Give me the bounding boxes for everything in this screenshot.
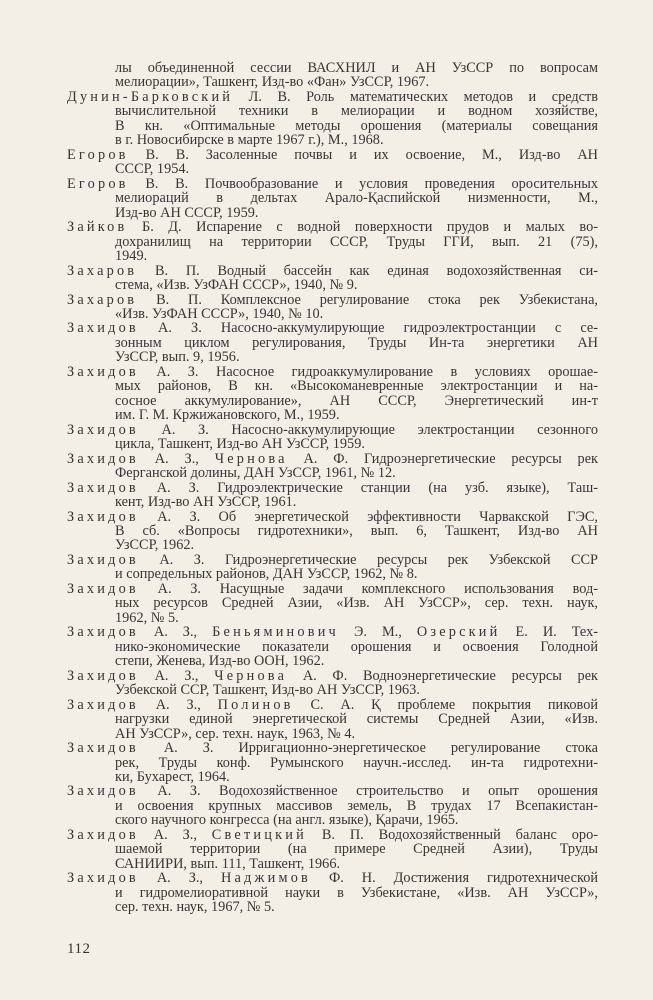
entry-text: А. З. Ирригационно-энергетическое регулирование стока	[138, 740, 598, 757]
bibliography-entry	[67, 452, 598, 481]
entry-continuation-line: им. Г. М. Кржижановского, М., 1959.	[115, 407, 340, 424]
entry-first-line	[67, 452, 598, 466]
bibliography-entry	[67, 264, 598, 293]
author-surname: Чернова	[214, 667, 288, 684]
entry-text: В. В. Почвообразование и условия проведения оросительных	[128, 175, 598, 192]
author-surname: Беньяминович	[212, 624, 339, 641]
entry-text: А. З. Насосно-аккумулирующие электростанции сезонного	[138, 421, 598, 438]
entry-continuation-line: и сопредельных районов, ДАН УзССР, 1962, № 8.	[115, 566, 418, 583]
entry-continuation-line: САНИИРИ, вып. 111, Ташкент, 1966.	[115, 855, 341, 872]
entry-continuation-line: лы объединенной сессии ВАСХНИЛ и АН УзССР по вопросам	[115, 60, 598, 76]
bibliography-entry	[67, 293, 598, 322]
author-surname: Захидов	[67, 624, 139, 641]
author-surname: Наджимов	[220, 870, 311, 887]
bibliography-entry	[67, 61, 598, 90]
author-surname: Захидов	[67, 508, 139, 525]
author-surname: Захидов	[67, 667, 139, 684]
entry-continuation-line: В сб. «Вопросы гидротехники», вып. 6, Ташкент, Изд-во АН	[115, 523, 598, 539]
entry-first-line	[67, 784, 598, 798]
entry-text: В. В. Засоленные почвы и их освоение, М., Изд-во АН	[128, 146, 598, 163]
entry-text: А. З. Насосное гидроаккумулирование в условиях орошае-	[138, 363, 598, 380]
entry-first-line	[67, 177, 598, 191]
bibliography-list	[67, 61, 598, 915]
entry-text: А. З. Гидроэнергетические ресурсы рек Узбекской ССР	[138, 551, 598, 568]
entry-text: А. З.,	[138, 826, 212, 843]
author-surname: Захидов	[67, 696, 139, 713]
bibliography-entry	[67, 625, 598, 668]
entry-continuation-line: «Изв. УзФАН СССР», 1940, № 10.	[115, 305, 324, 322]
entry-text: Л. В. Роль математических методов и средств	[233, 88, 598, 105]
entry-continuation-line: Изд-во АН СССР, 1959.	[115, 204, 259, 221]
author-surname: Захидов	[67, 363, 139, 380]
author-surname: Полинов	[217, 696, 294, 713]
entry-first-line	[67, 510, 598, 524]
entry-text: А. З.,	[138, 870, 221, 887]
entry-continuation-line: В кн. «Оптимальные методы орошения (материалы совещания	[115, 117, 598, 134]
author-surname: Захидов	[67, 826, 139, 843]
bibliography-entry	[67, 553, 598, 582]
entry-first-line	[67, 481, 598, 495]
entry-first-line	[67, 321, 598, 335]
author-surname: Озерский	[416, 624, 501, 641]
entry-text: А. З. Гидроэлектрические станции (на узб. языке), Таш-	[138, 479, 598, 496]
entry-text: Е. И. Тех-	[500, 624, 599, 641]
entry-continuation-line: стема, «Изв. УзФАН СССР», 1940, № 9.	[115, 277, 358, 294]
entry-first-line	[67, 582, 598, 596]
entry-continuation-line: кент, Изд-во АН УзССР, 1961.	[115, 494, 297, 511]
entry-text: С. А. Қ проблеме покрытия пиковой	[293, 696, 599, 713]
entry-first-line	[67, 553, 598, 567]
entry-continuation-line: цикла, Ташкент, Изд-во АН УзССР, 1959.	[115, 436, 365, 453]
entry-first-line	[67, 264, 598, 278]
entry-continuation-line: Узбекской ССР, Ташкент, Изд-во АН УзССР, 1963.	[115, 682, 420, 699]
entry-continuation-line: мелиораций в дельтах Арало-Қаспийской низменности, М.,	[115, 190, 598, 207]
author-surname: Светицкий	[211, 826, 307, 843]
bibliography-entry	[67, 741, 598, 784]
entry-first-line	[67, 828, 598, 842]
entry-continuation-line: 1949.	[115, 248, 148, 265]
entry-continuation-line: в г. Новосибирске в марте 1967 г.), М., 1968.	[115, 132, 384, 149]
entry-first-line	[67, 220, 598, 234]
entry-text: Ф. Н. Достижения гидротехнической	[311, 870, 598, 887]
entry-text: А. З.,	[138, 450, 215, 467]
entry-continuation-line: Ферганской долины, ДАН УзССР, 1961, № 12.	[115, 465, 396, 482]
entry-continuation-line: 1962, № 5.	[115, 609, 179, 626]
author-surname: Захидов	[67, 551, 139, 568]
bibliography-entry	[67, 510, 598, 553]
bibliography-entry	[67, 148, 598, 177]
entry-text: Б. Д. Испарение с водной поверхности прудов и малых во-	[127, 219, 598, 236]
author-surname: Захидов	[67, 580, 139, 597]
entry-first-line	[67, 698, 598, 712]
entry-continuation-line: ных ресурсов Средней Азии, «Изв. АН УзССР», сер. техн. наук,	[115, 595, 598, 612]
entry-continuation-line: дохранилищ на территории СССР, Труды ГГИ, вып. 21 (75),	[115, 233, 598, 250]
entry-continuation-line: УзССР, вып. 9, 1956.	[115, 349, 240, 366]
entry-first-line	[67, 871, 598, 885]
entry-continuation-line: сер. техн. наук, 1967, № 5.	[115, 899, 275, 916]
entry-text: А. З. Водохозяйственное строительство и опыт орошения	[138, 783, 598, 800]
entry-text: А. З. Об энергетической эффективности Чарвакской ГЭС,	[138, 508, 598, 525]
entry-first-line	[67, 365, 598, 379]
entry-continuation-line: ского научного конгресса (на англ. языке), Қарачи, 1965.	[115, 812, 459, 829]
bibliography-entry	[67, 321, 598, 364]
author-surname: Захидов	[67, 320, 139, 337]
entry-text: А. З.,	[138, 667, 215, 684]
entry-continuation-line: мелиорации», Ташкент, Изд-во «Фан» УзССР, 1967.	[115, 74, 430, 91]
entry-continuation-line: вычислительной техники в мелиорации и водном хозяйстве,	[115, 103, 598, 120]
bibliography-entry	[67, 90, 598, 148]
entry-continuation-line: АН УзССР», сер. техн. наук, 1963, № 4.	[115, 725, 356, 742]
entry-continuation-line: рек, Труды конф. Румынского научн.-исслед. ин-та гидротехни-	[115, 754, 598, 771]
bibliography-entry	[67, 784, 598, 827]
author-surname: Захидов	[67, 421, 139, 438]
entry-text: А. З.,	[138, 624, 213, 641]
entry-text: А. З. Насущные задачи комплексного использования вод-	[138, 580, 598, 597]
author-surname: Захаров	[67, 291, 138, 308]
bibliography-entry	[67, 698, 598, 741]
author-surname: Захидов	[67, 870, 139, 887]
author-surname: Егоров	[67, 146, 129, 163]
bibliography-entry	[67, 669, 598, 698]
entry-first-line	[67, 625, 598, 639]
bibliography-entry	[67, 423, 598, 452]
entry-continuation-line: шаемой территории (на примере Средней Азии), Труды	[115, 841, 598, 858]
entry-text: В. П. Водный бассейн как единая водохозяйственная си-	[137, 262, 598, 279]
author-surname: Захидов	[67, 740, 139, 757]
bibliography-entry	[67, 220, 598, 263]
entry-continuation-line: УзССР, 1962.	[115, 537, 195, 554]
entry-text: А. Ф. Гидроэнергетические ресурсы рек	[287, 450, 598, 467]
author-surname: Захидов	[67, 783, 139, 800]
author-surname: Дунин-Барковский	[67, 88, 234, 105]
entry-first-line	[67, 90, 598, 104]
author-surname: Захидов	[67, 479, 139, 496]
entry-text: Э. М.,	[338, 624, 417, 641]
bibliography-entry	[67, 365, 598, 423]
entry-continuation-line: и гидромелиоративной науки в Узбекистане, «Изв. АН УзССР»,	[115, 884, 598, 901]
bibliography-entry	[67, 871, 598, 914]
page-number: 112	[67, 941, 91, 957]
entry-first-line	[67, 669, 598, 683]
entry-first-line	[67, 148, 598, 162]
entry-first-line	[67, 293, 598, 307]
entry-text: А. Ф. Водноэнергетические ресурсы рек	[287, 667, 598, 684]
entry-continuation-line: нагрузки единой энергетической системы Средней Азии, «Изв.	[115, 711, 598, 728]
entry-text: В. П. Водохозяйственный баланс оро-	[306, 826, 598, 843]
entry-continuation-line: ки, Бухарест, 1964.	[115, 768, 230, 785]
bibliography-entry	[67, 582, 598, 625]
entry-text: А. З. Насосно-аккумулирующие гидроэлектростанции с се-	[138, 320, 598, 337]
author-surname: Зайков	[67, 219, 128, 236]
author-surname: Захаров	[67, 262, 138, 279]
bibliography-entry	[67, 828, 598, 871]
entry-text: В. П. Комплексное регулирование стока рек Узбекистана,	[137, 291, 598, 308]
entry-text: А. З.,	[138, 696, 218, 713]
entry-continuation-line: степи, Женева, Изд-во ООН, 1962.	[115, 653, 325, 670]
entry-continuation-line: мых районов, В кн. «Высокоманевренные электростанции и на-	[115, 378, 598, 395]
author-surname: Захидов	[67, 450, 139, 467]
entry-continuation-line: зонным циклом регулирования, Труды Ин-та энергетики АН	[115, 334, 598, 351]
bibliography-entry	[67, 177, 598, 220]
entry-first-line	[67, 741, 598, 755]
entry-continuation-line: СССР, 1954.	[115, 161, 190, 178]
entry-continuation-line: сосное аккумулирование», АН СССР, Энергетический ин-т	[115, 392, 598, 409]
author-surname: Чернова	[214, 450, 288, 467]
entry-continuation-line: и освоения крупных массивов земель, В трудах 17 Всепакистан-	[115, 797, 598, 814]
entry-first-line	[67, 423, 598, 437]
author-surname: Егоров	[67, 175, 129, 192]
entry-continuation-line: нико-экономические показатели орошения и освоения Голодной	[115, 638, 598, 655]
bibliography-entry	[67, 481, 598, 510]
